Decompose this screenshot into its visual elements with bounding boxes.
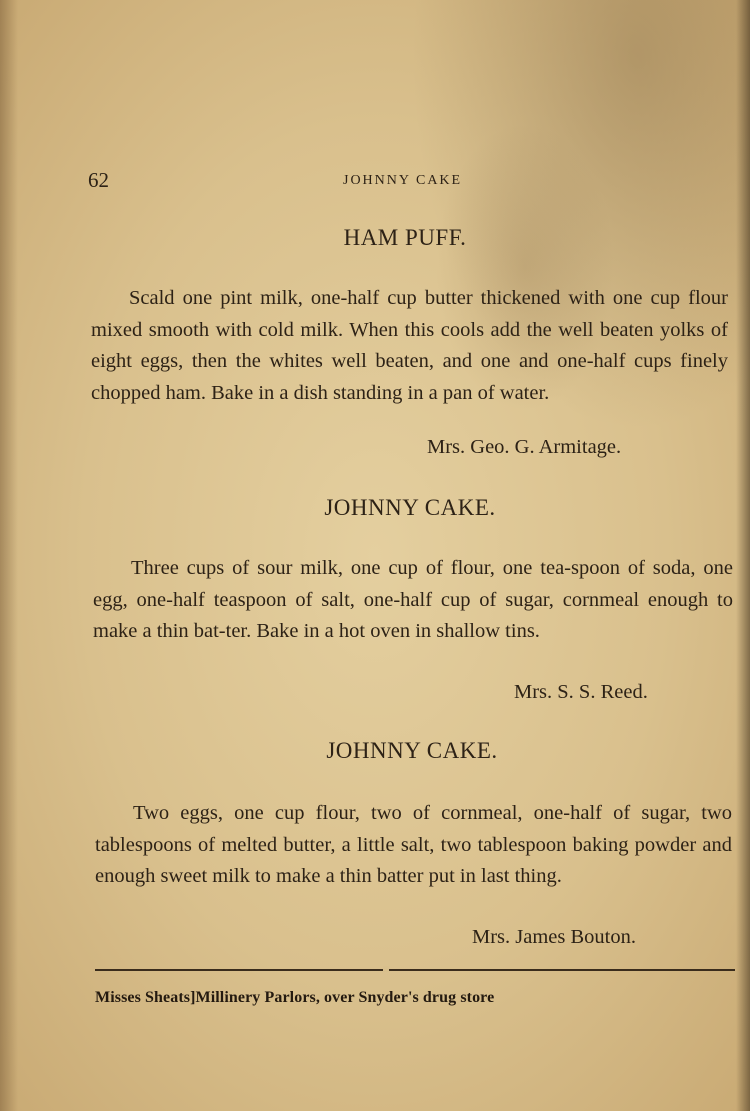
recipe-author-ham-puff: Mrs. Geo. G. Armitage. <box>427 436 622 458</box>
page-number: 62 <box>88 168 109 192</box>
recipe-body-johnny-cake-1: Three cups of sour milk, one cup of flour, one tea-spoon of soda, one egg, one-half teaspoon of salt, one-half cup of sugar, cornmeal enough to make a thin bat-ter. Bake in a hot oven in shallow tins. <box>93 557 733 642</box>
footer-divider <box>95 969 735 971</box>
recipe-body-johnny-cake-2: Two eggs, one cup flour, two of cornmeal, one-half of sugar, two tablespoons of melted butter, a little salt, two tablespoon baking powder and enough sweet milk to make a thin batter put in last thing. <box>95 802 732 887</box>
running-title: JOHNNY CAKE <box>343 173 463 188</box>
footer-divider-gap <box>383 966 389 972</box>
footer-advertisement: Misses Sheats]Millinery Parlors, over Snyder's drug store <box>95 989 495 1006</box>
recipe-author-johnny-cake-1: Mrs. S. S. Reed. <box>514 681 648 703</box>
recipe-title-johnny-cake-2: JOHNNY CAKE. <box>326 738 498 763</box>
running-head <box>0 168 750 198</box>
recipe-title-johnny-cake-1: JOHNNY CAKE. <box>324 495 496 520</box>
recipe-author-johnny-cake-2: Mrs. James Bouton. <box>472 926 636 948</box>
page-edge-stain-left <box>0 0 18 1111</box>
recipe-title-ham-puff: HAM PUFF. <box>343 225 467 250</box>
page-edge-stain-right <box>736 0 750 1111</box>
recipe-body-ham-puff: Scald one pint milk, one-half cup butter thickened with one cup flour mixed smooth with cold milk. When this cools add the well beaten yolks of eight eggs, then the whites well beaten, and one and one-half cups finely chopped ham. Bake in a dish standing in a pan of water. <box>91 287 728 404</box>
